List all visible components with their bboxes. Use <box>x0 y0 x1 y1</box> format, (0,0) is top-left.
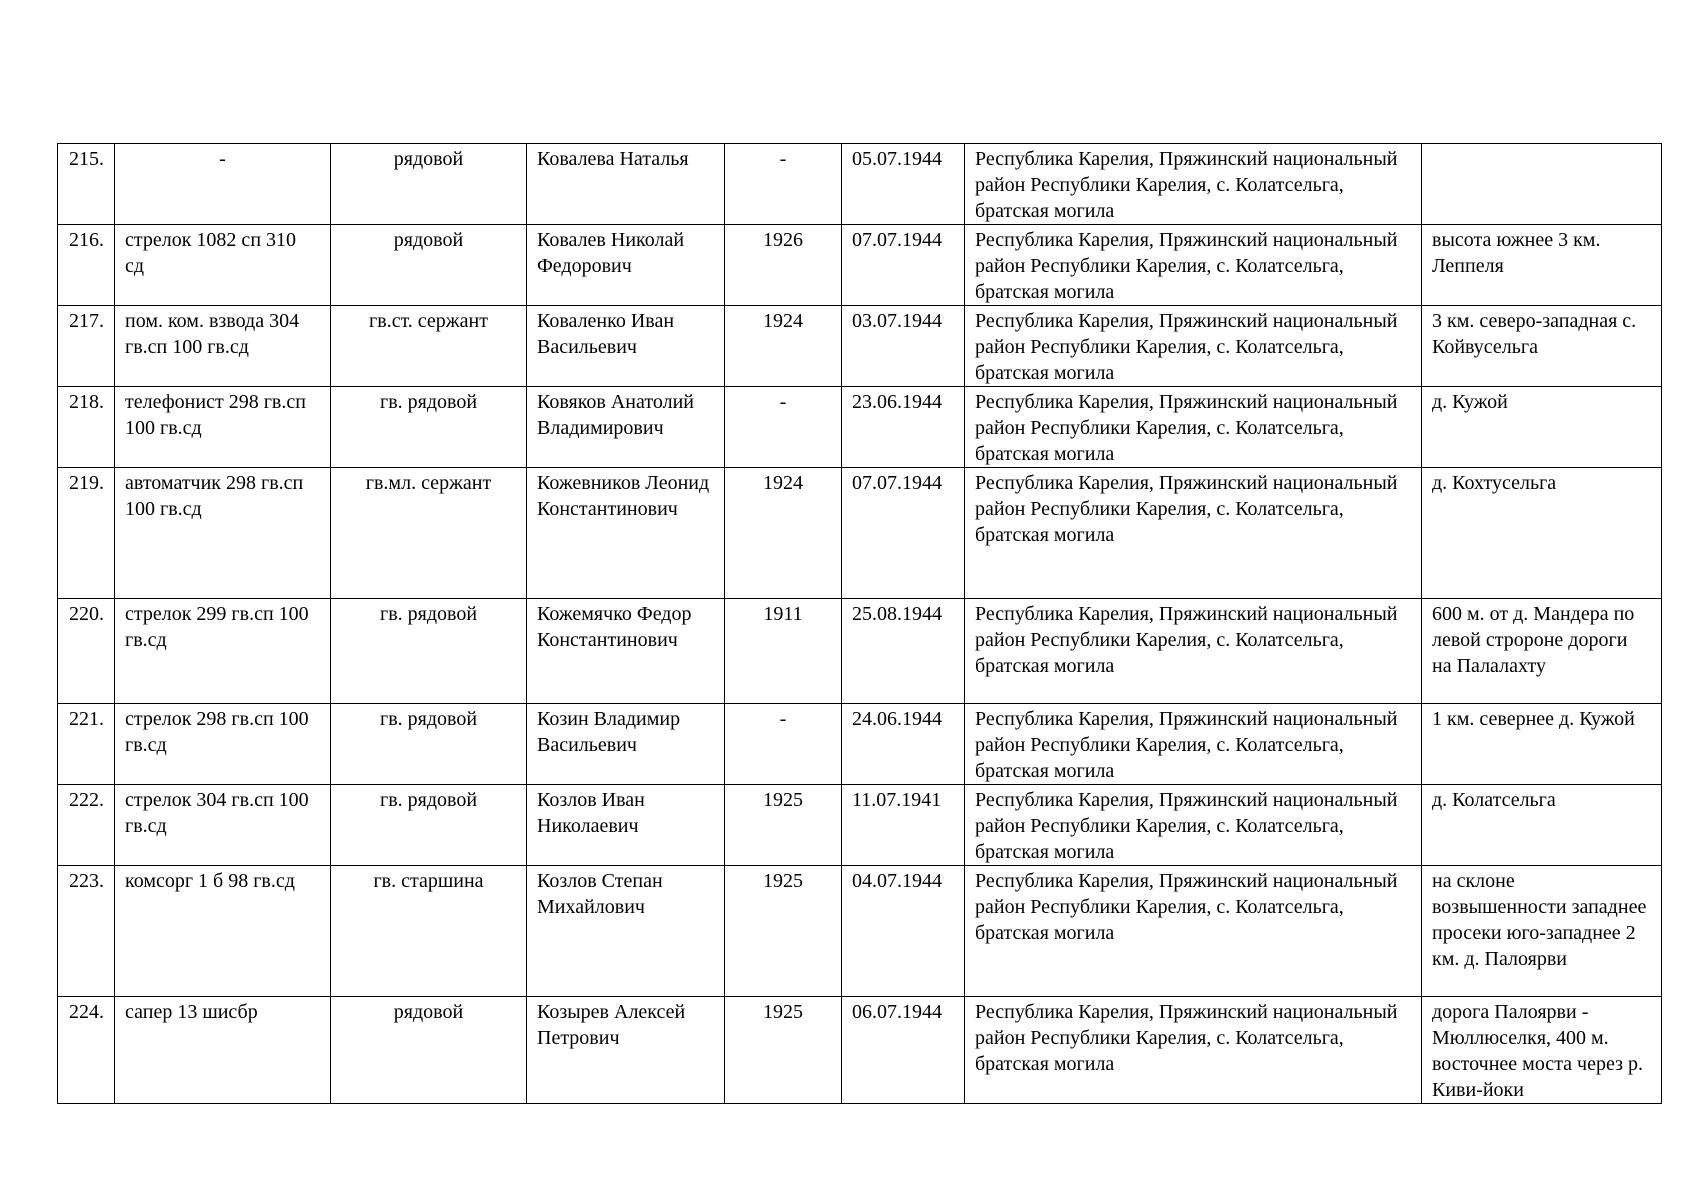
record-number: 216. <box>58 225 115 306</box>
record-number: 220. <box>58 599 115 704</box>
record-name: Ковалев Николай Федорович <box>527 225 725 306</box>
record-burial-place: Республика Карелия, Пряжинский национальный район Республики Карелия, с. Колатсельга, братская могила <box>965 306 1422 387</box>
record-number: 224. <box>58 997 115 1104</box>
record-rank: рядовой <box>331 997 527 1104</box>
record-position: - <box>115 144 331 225</box>
table-row <box>58 468 1662 599</box>
record-number: 219. <box>58 468 115 599</box>
record-burial-place: Республика Карелия, Пряжинский национальный район Республики Карелия, с. Колатсельга, братская могила <box>965 387 1422 468</box>
record-position: комсорг 1 б 98 гв.сд <box>115 866 331 997</box>
record-initial-burial: дорога Палоярви - Мюллюселкя, 400 м. восточнее моста через р. Киви-йоки <box>1422 997 1662 1104</box>
record-birth-year: - <box>725 144 842 225</box>
record-rank: гв.мл. сержант <box>331 468 527 599</box>
table-row <box>58 866 1662 997</box>
record-name: Козин Владимир Васильевич <box>527 704 725 785</box>
table-row <box>58 144 1662 225</box>
record-death-date: 25.08.1944 <box>842 599 965 704</box>
table-row <box>58 225 1662 306</box>
record-rank: гв.ст. сержант <box>331 306 527 387</box>
record-burial-place: Республика Карелия, Пряжинский национальный район Республики Карелия, с. Колатсельга, братская могила <box>965 997 1422 1104</box>
record-position: пом. ком. взвода 304 гв.сп 100 гв.сд <box>115 306 331 387</box>
record-initial-burial: 1 км. севернее д. Кужой <box>1422 704 1662 785</box>
record-burial-place: Республика Карелия, Пряжинский национальный район Республики Карелия, с. Колатсельга, братская могила <box>965 785 1422 866</box>
record-initial-burial: 600 м. от д. Мандера по левой стророне дороги на Палалахту <box>1422 599 1662 704</box>
record-burial-place: Республика Карелия, Пряжинский национальный район Республики Карелия, с. Колатсельга, братская могила <box>965 599 1422 704</box>
record-birth-year: 1926 <box>725 225 842 306</box>
record-position: автоматчик 298 гв.сп 100 гв.сд <box>115 468 331 599</box>
record-rank: гв. рядовой <box>331 785 527 866</box>
record-position: стрелок 1082 сп 310 сд <box>115 225 331 306</box>
record-position: стрелок 299 гв.сп 100 гв.сд <box>115 599 331 704</box>
burial-records-table <box>57 143 1662 1104</box>
record-name: Ковалева Наталья <box>527 144 725 225</box>
record-death-date: 03.07.1944 <box>842 306 965 387</box>
table-row <box>58 306 1662 387</box>
record-birth-year: 1924 <box>725 468 842 599</box>
record-rank: гв. рядовой <box>331 387 527 468</box>
record-birth-year: 1925 <box>725 997 842 1104</box>
table-row <box>58 599 1662 704</box>
record-position: стрелок 304 гв.сп 100 гв.сд <box>115 785 331 866</box>
record-burial-place: Республика Карелия, Пряжинский национальный район Республики Карелия, с. Колатсельга, братская могила <box>965 144 1422 225</box>
record-initial-burial: д. Колатсельга <box>1422 785 1662 866</box>
record-name: Коваленко Иван Васильевич <box>527 306 725 387</box>
record-death-date: 05.07.1944 <box>842 144 965 225</box>
record-death-date: 11.07.1941 <box>842 785 965 866</box>
record-name: Козлов Иван Николаевич <box>527 785 725 866</box>
record-burial-place: Республика Карелия, Пряжинский национальный район Республики Карелия, с. Колатсельга, братская могила <box>965 704 1422 785</box>
record-name: Кожевников Леонид Константинович <box>527 468 725 599</box>
record-name: Козырев Алексей Петрович <box>527 997 725 1104</box>
record-name: Кожемячко Федор Константинович <box>527 599 725 704</box>
record-death-date: 07.07.1944 <box>842 468 965 599</box>
record-rank: гв. рядовой <box>331 599 527 704</box>
record-number: 218. <box>58 387 115 468</box>
record-number: 223. <box>58 866 115 997</box>
record-birth-year: 1911 <box>725 599 842 704</box>
record-death-date: 24.06.1944 <box>842 704 965 785</box>
table-row <box>58 997 1662 1104</box>
record-initial-burial <box>1422 144 1662 225</box>
record-burial-place: Республика Карелия, Пряжинский национальный район Республики Карелия, с. Колатсельга, братская могила <box>965 866 1422 997</box>
record-name: Ковяков Анатолий Владимирович <box>527 387 725 468</box>
record-initial-burial: высота южнее 3 км. Леппеля <box>1422 225 1662 306</box>
record-birth-year: 1925 <box>725 866 842 997</box>
record-death-date: 04.07.1944 <box>842 866 965 997</box>
record-initial-burial: 3 км. северо-западная с. Койвусельга <box>1422 306 1662 387</box>
record-initial-burial: д. Кохтусельга <box>1422 468 1662 599</box>
record-position: телефонист 298 гв.сп 100 гв.сд <box>115 387 331 468</box>
record-number: 221. <box>58 704 115 785</box>
record-rank: гв. старшина <box>331 866 527 997</box>
table-row <box>58 387 1662 468</box>
record-birth-year: 1924 <box>725 306 842 387</box>
record-death-date: 23.06.1944 <box>842 387 965 468</box>
record-number: 222. <box>58 785 115 866</box>
record-position: сапер 13 шисбр <box>115 997 331 1104</box>
record-initial-burial: на склоне возвышенности западнее просеки юго-западнее 2 км. д. Палоярви <box>1422 866 1662 997</box>
record-rank: рядовой <box>331 144 527 225</box>
record-position: стрелок 298 гв.сп 100 гв.сд <box>115 704 331 785</box>
record-birth-year: - <box>725 704 842 785</box>
record-burial-place: Республика Карелия, Пряжинский национальный район Республики Карелия, с. Колатсельга, братская могила <box>965 468 1422 599</box>
record-number: 215. <box>58 144 115 225</box>
table-row <box>58 785 1662 866</box>
record-initial-burial: д. Кужой <box>1422 387 1662 468</box>
record-rank: гв. рядовой <box>331 704 527 785</box>
record-rank: рядовой <box>331 225 527 306</box>
record-birth-year: - <box>725 387 842 468</box>
record-burial-place: Республика Карелия, Пряжинский национальный район Республики Карелия, с. Колатсельга, братская могила <box>965 225 1422 306</box>
record-number: 217. <box>58 306 115 387</box>
record-death-date: 06.07.1944 <box>842 997 965 1104</box>
table-row <box>58 704 1662 785</box>
record-death-date: 07.07.1944 <box>842 225 965 306</box>
record-birth-year: 1925 <box>725 785 842 866</box>
record-name: Козлов Степан Михайлович <box>527 866 725 997</box>
